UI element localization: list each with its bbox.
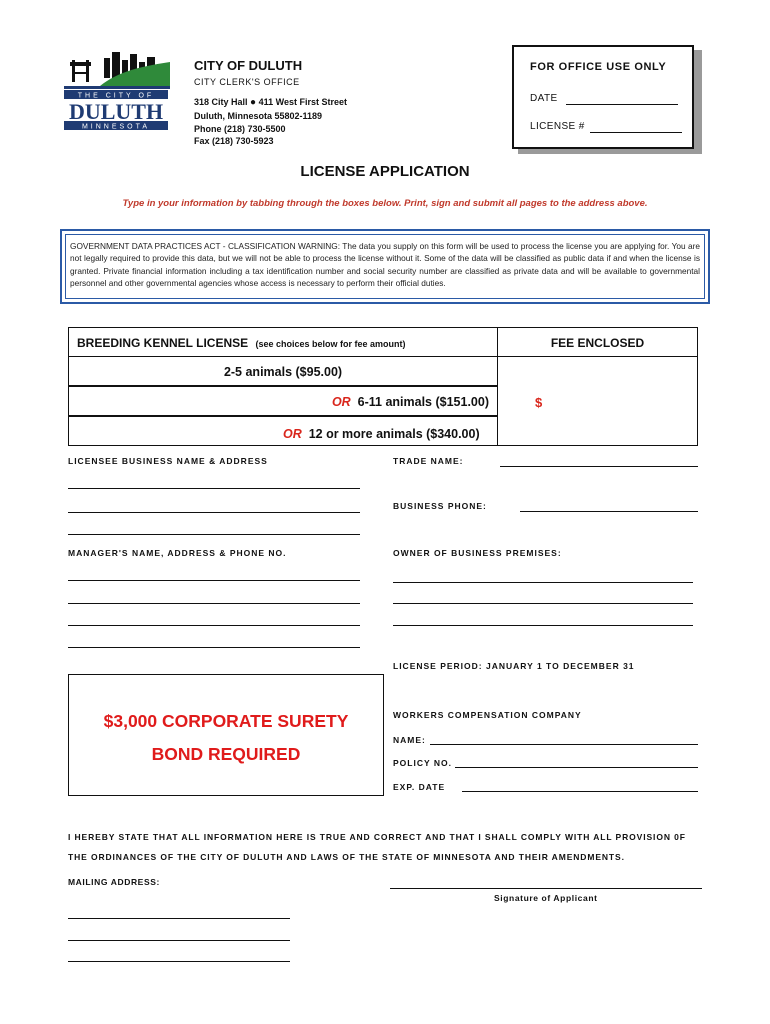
- warning-text: GOVERNMENT DATA PRACTICES ACT - CLASSIFICATION WARNING: The data you supply on this form will be used to process the license you are applying for. You are not legally required to provide this data, but we will not be able to process the license without it. Some of the data will be classified as public data if and when the license is granted. Private financial information including a tax identification number and social security number are classified as private data and will be available to governmental personnel and other governmental agencies whose access is necessary to perform their official duties.: [65, 234, 705, 299]
- bullet-icon: ●: [250, 97, 257, 108]
- owner-label: OWNER OF BUSINESS PREMISES:: [393, 548, 562, 558]
- license-heading-text: BREEDING KENNEL LICENSE: [77, 336, 249, 350]
- licensee-line-3[interactable]: [68, 534, 360, 535]
- header-address-line1: [194, 96, 347, 109]
- office-license-label: LICENSE #: [530, 121, 585, 132]
- policy-no-label: POLICY NO.: [393, 758, 452, 768]
- header-office: CITY CLERK'S OFFICE: [194, 77, 300, 87]
- header-title: CITY OF DULUTH: [194, 58, 303, 73]
- business-phone-field[interactable]: [520, 511, 698, 512]
- city-hall-text: 318 City Hall: [194, 97, 248, 107]
- exp-date-field[interactable]: [462, 791, 698, 792]
- option-3-label: [283, 427, 480, 441]
- license-heading: [77, 336, 406, 350]
- business-phone-label: BUSINESS PHONE:: [393, 501, 487, 511]
- mailing-address-label: MAILING ADDRESS:: [68, 877, 160, 887]
- office-license-field[interactable]: [590, 132, 682, 133]
- data-practices-warning-box: [60, 229, 710, 304]
- workers-comp-label: WORKERS COMPENSATION COMPANY: [393, 710, 582, 720]
- license-heading-cell: [68, 327, 498, 357]
- signature-label: Signature of Applicant: [494, 893, 598, 903]
- license-period-label: LICENSE PERIOD: JANUARY 1 TO DECEMBER 31: [393, 661, 635, 671]
- city-of-duluth-logo: [60, 48, 172, 134]
- option-1-text: 2-5 animals ($95.00): [223, 365, 343, 379]
- exp-date-label: EXP. DATE: [393, 782, 446, 792]
- licensee-label: LICENSEE BUSINESS NAME & ADDRESS: [68, 456, 268, 466]
- office-date-field[interactable]: [566, 104, 678, 105]
- header-address-line2: Duluth, Minnesota 55802-1189: [194, 111, 323, 121]
- option-2-label: [332, 395, 489, 409]
- trade-name-label: TRADE NAME:: [393, 456, 464, 466]
- manager-label: MANAGER'S NAME, ADDRESS & PHONE NO.: [68, 548, 287, 558]
- bond-line-1: $3,000 CORPORATE SURETY: [103, 711, 349, 731]
- owner-line-3[interactable]: [393, 625, 693, 626]
- fee-heading-cell: [497, 327, 698, 357]
- fee-heading: FEE ENCLOSED: [550, 336, 645, 350]
- option-2-row[interactable]: [68, 386, 498, 416]
- logo-name-text: DULUTH: [68, 99, 164, 124]
- wc-name-label: NAME:: [393, 735, 426, 745]
- office-use-box: [512, 45, 694, 149]
- mailing-line-3[interactable]: [68, 961, 290, 962]
- license-heading-note: (see choices below for fee amount): [255, 339, 406, 349]
- option-2-text: 6-11 animals ($151.00): [357, 395, 489, 409]
- policy-no-field[interactable]: [455, 767, 698, 768]
- skyline-graphic: [60, 48, 172, 134]
- manager-line-1[interactable]: [68, 580, 360, 581]
- fee-enclosed-cell[interactable]: [497, 356, 698, 446]
- certification-statement: I HEREBY STATE THAT ALL INFORMATION HERE IS TRUE AND CORRECT AND THAT I SHALL COMPLY WITH ALL PROVISION 0F THE ORDINANCES OF THE CITY OF DULUTH AND LAWS OF THE STATE OF MINNESOTA AND THEIR AMENDMENTS.: [68, 832, 686, 862]
- trade-name-field[interactable]: [500, 466, 698, 467]
- dollar-sign: $: [535, 395, 543, 410]
- or-word: OR: [283, 427, 302, 441]
- office-use-title: FOR OFFICE USE ONLY: [530, 61, 667, 73]
- instructions-text: Type in your information by tabbing through the boxes below. Print, sign and submit all pages to the address above.: [122, 198, 648, 209]
- manager-line-3[interactable]: [68, 625, 360, 626]
- option-3-row[interactable]: [68, 416, 498, 446]
- owner-line-2[interactable]: [393, 603, 693, 604]
- owner-line-1[interactable]: [393, 582, 693, 583]
- manager-line-2[interactable]: [68, 603, 360, 604]
- option-1-row[interactable]: [68, 356, 498, 386]
- manager-line-4[interactable]: [68, 647, 360, 648]
- mailing-line-1[interactable]: [68, 918, 290, 919]
- header-phone: Phone (218) 730-5500: [194, 124, 286, 134]
- office-date-label: DATE: [530, 93, 558, 104]
- licensee-line-2[interactable]: [68, 512, 360, 513]
- bond-line-2: BOND REQUIRED: [151, 744, 301, 764]
- surety-bond-box: [68, 674, 384, 796]
- signature-field[interactable]: [390, 888, 702, 889]
- logo-state-text: MINNESOTA: [81, 123, 151, 131]
- option-3-text: 12 or more animals ($340.00): [308, 427, 480, 441]
- logo-band-text: THE CITY OF: [77, 92, 155, 100]
- mailing-line-2[interactable]: [68, 940, 290, 941]
- or-word: OR: [331, 395, 351, 409]
- document-title: LICENSE APPLICATION: [300, 163, 470, 180]
- licensee-line-1[interactable]: [68, 488, 360, 489]
- street-text: 411 West First Street: [258, 97, 347, 107]
- wc-name-field[interactable]: [430, 744, 698, 745]
- header-fax: Fax (218) 730-5923: [194, 136, 274, 146]
